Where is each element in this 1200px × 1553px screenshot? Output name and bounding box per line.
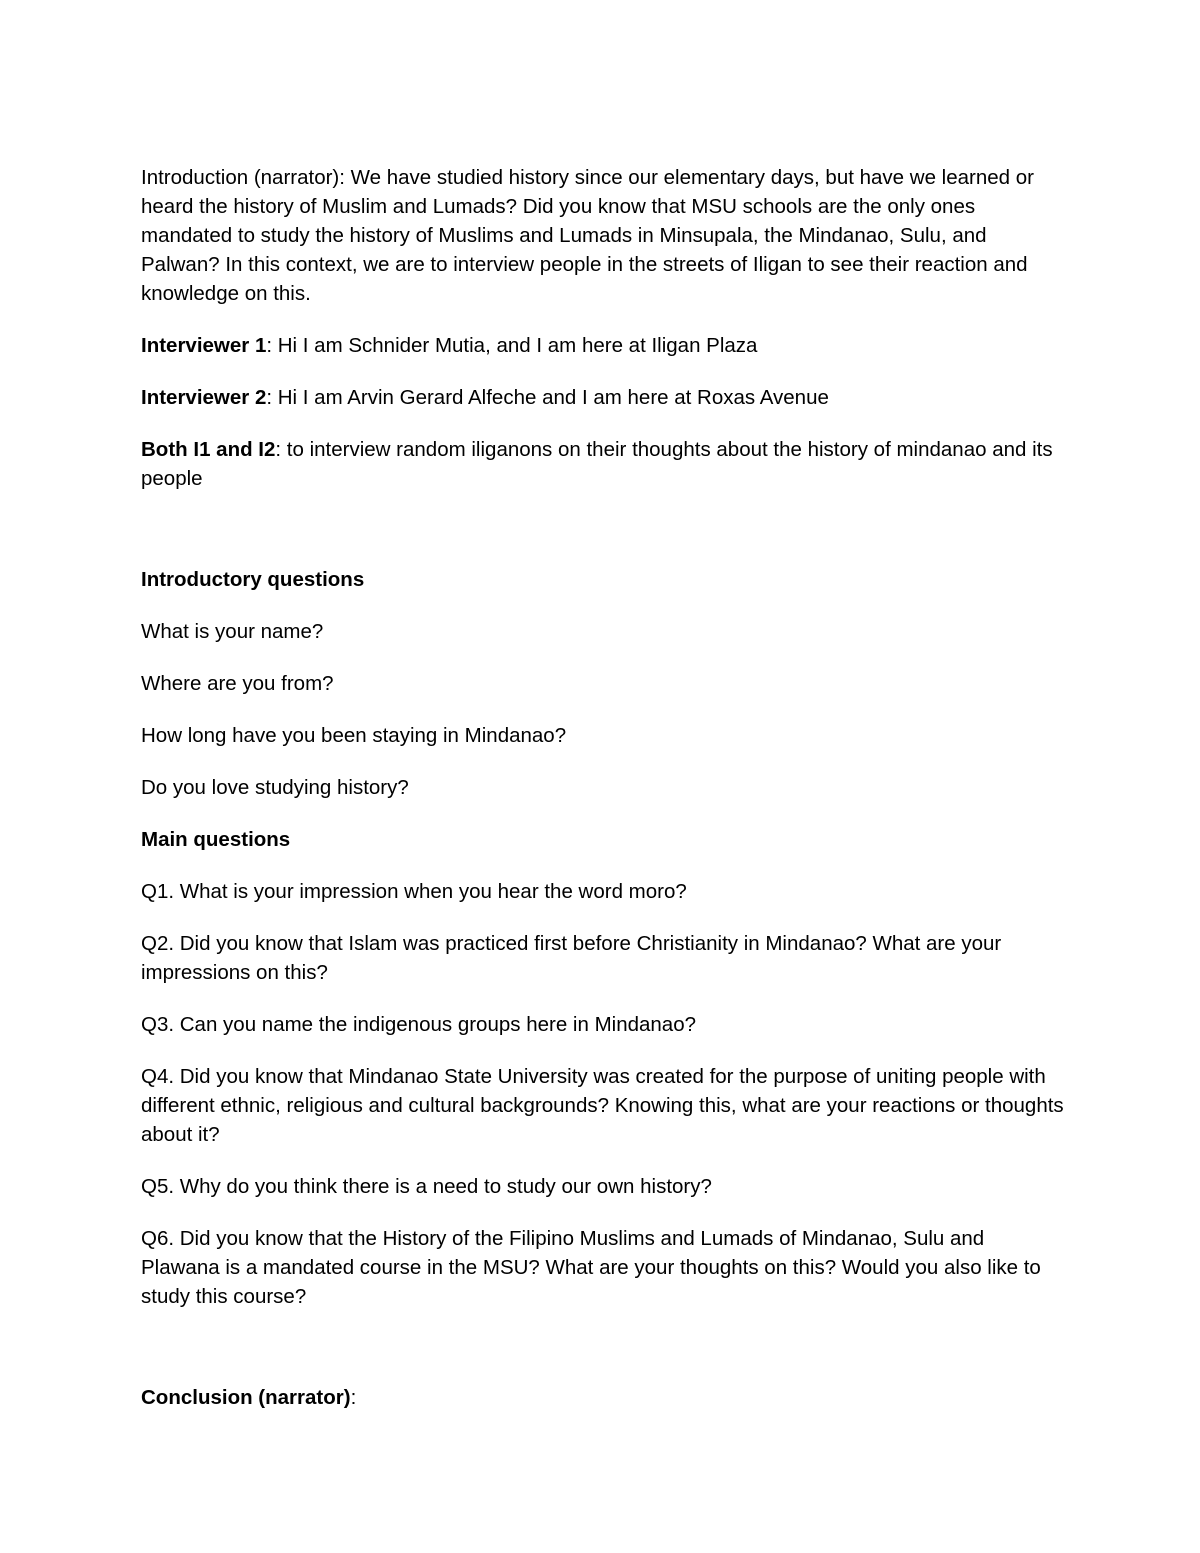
interviewer-1-text: : Hi I am Schnider Mutia, and I am here at Iligan Plaza — [266, 334, 758, 357]
main-questions-heading: Main questions — [141, 828, 291, 851]
both-interviewers-label: Both I1 and I2 — [141, 438, 276, 461]
introductory-questions-heading: Introductory questions — [141, 568, 365, 591]
introductory-question: What is your name? — [141, 620, 324, 643]
introductory-question: How long have you been staying in Mindanao? — [141, 724, 567, 747]
interviewer-1-label: Interviewer 1 — [141, 334, 267, 357]
interviewer-1-line — [141, 331, 1066, 360]
conclusion-label: Conclusion (narrator) — [141, 1386, 351, 1409]
introductory-question: Do you love studying history? — [141, 776, 409, 799]
main-question-q3: Q3. Can you name the indigenous groups here in Mindanao? — [141, 1013, 697, 1036]
conclusion-suffix: : — [350, 1386, 357, 1409]
interviewer-2-line — [141, 383, 1066, 412]
main-question-q5: Q5. Why do you think there is a need to study our own history? — [141, 1175, 712, 1198]
main-question-q1: Q1. What is your impression when you hear the word moro? — [141, 880, 687, 903]
interviewer-2-label: Interviewer 2 — [141, 386, 267, 409]
main-question-q4: Q4. Did you know that Mindanao State University was created for the purpose of uniting people with different ethnic, religious and cultural backgrounds? Knowing this, what are your reactions or thoughts about it? — [141, 1065, 1064, 1146]
main-question-q6: Q6. Did you know that the History of the Filipino Muslims and Lumads of Mindanao, Sulu and Plawana is a mandated course in the MSU? What are your thoughts on this? Would you also like to study this course? — [141, 1227, 1041, 1308]
main-question-q2: Q2. Did you know that Islam was practiced first before Christianity in Mindanao? What are your impressions on this? — [141, 932, 1002, 984]
both-interviewers-line — [141, 435, 1066, 493]
conclusion-line — [141, 1383, 1066, 1412]
interviewer-2-text: : Hi I am Arvin Gerard Alfeche and I am here at Roxas Avenue — [266, 386, 829, 409]
both-interviewers-text: : to interview random iliganons on their thoughts about the history of mindanao and its people — [141, 438, 1053, 490]
introductory-question: Where are you from? — [141, 672, 334, 695]
introduction-paragraph: Introduction (narrator): We have studied history since our elementary days, but have we learned or heard the history of Muslim and Lumads? Did you know that MSU schools are the only ones mandated to study the history of Muslims and Lumads in Minsupala, the Mindanao, Sulu, and Palwan? In this context, we are to interview people in the streets of Iligan to see their reaction and knowledge on this. — [141, 166, 1034, 305]
document-body — [141, 163, 1066, 1435]
